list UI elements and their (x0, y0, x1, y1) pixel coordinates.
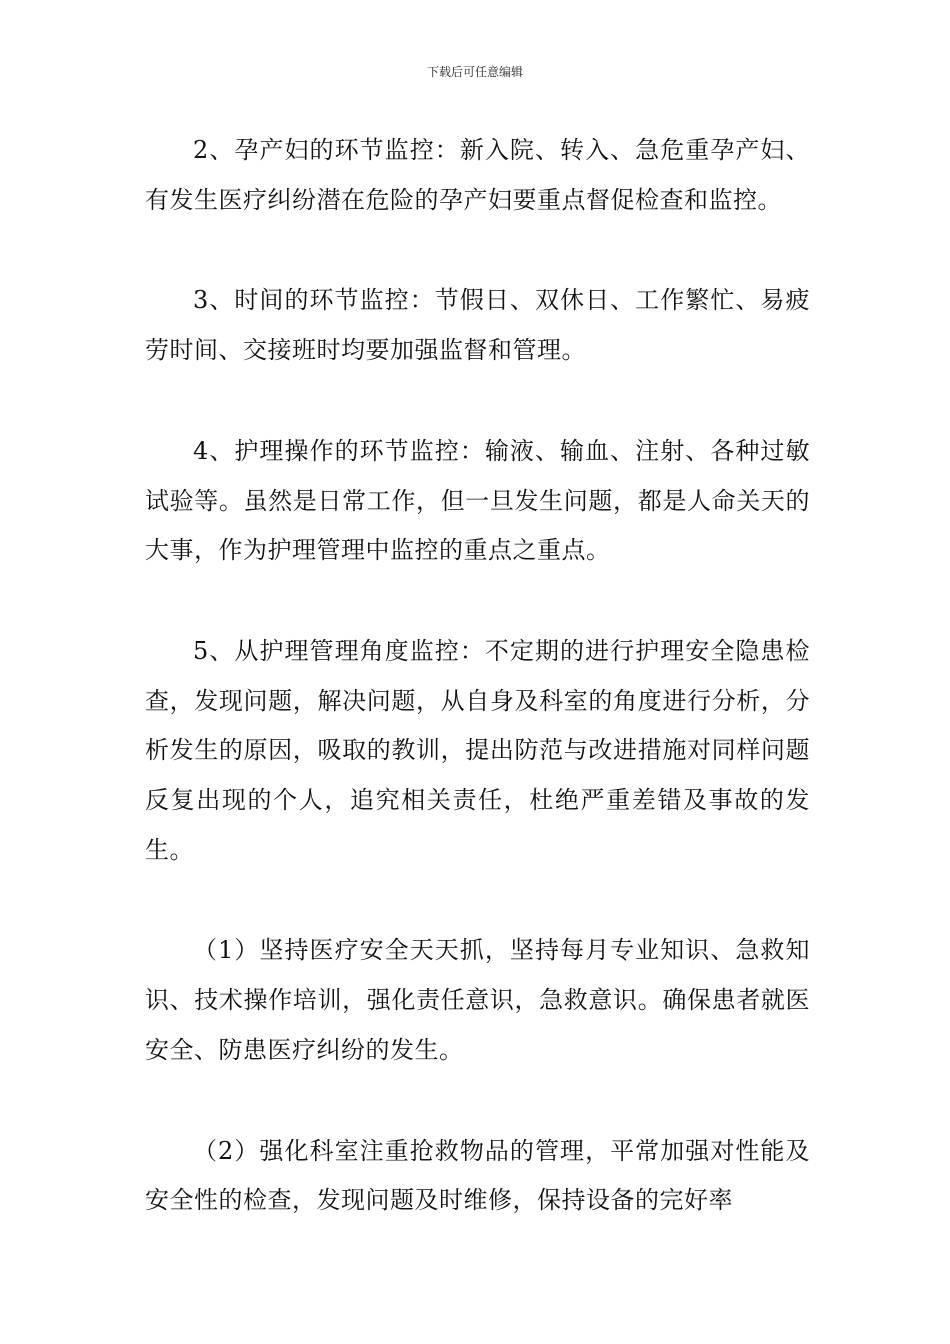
paragraph-rescue-equipment: （2）强化科室注重抢救物品的管理，平常加强对性能及安全性的检查，发现问题及时维修，保持设备的完好率 (145, 1136, 810, 1215)
page-header-note: 下载后可任意编辑 (426, 65, 523, 79)
document-body (145, 126, 810, 1226)
paragraph-operation-monitoring: 4、护理操作的环节监控：输液、输血、注射、各种过敏试验等。虽然是日常工作，但一旦发生问题，都是人命关天的大事，作为护理管理中监控的重点之重点。 (145, 436, 810, 565)
paragraph-gap (145, 1076, 810, 1127)
paragraph-gap (145, 576, 810, 627)
paragraph-time-monitoring: 3、时间的环节监控：节假日、双休日、工作繁忙、易疲劳时间、交接班时均要加强监督和管理。 (145, 286, 810, 365)
paragraph-maternal-monitoring: 2、孕产妇的环节监控：新入院、转入、急危重孕产妇、有发生医疗纠纷潜在危险的孕产妇要重点督促检查和监控。 (145, 136, 810, 214)
paragraph-gap (145, 225, 810, 276)
paragraph-management-monitoring: 5、从护理管理角度监控：不定期的进行护理安全隐患检查，发现问题，解决问题，从自身及科室的角度进行分析，分析发生的原因，吸取的教训，提出防范与改进措施对同样问题反复出现的个人，追究相关责任，杜绝严重差错及事故的发生。 (145, 636, 810, 864)
paragraph-gap (145, 376, 810, 427)
paragraph-gap (145, 875, 810, 926)
paragraph-safety-training: （1）坚持医疗安全天天抓，坚持每月专业知识、急救知识、技术操作培训，强化责任意识，急救意识。确保患者就医安全、防患医疗纠纷的发生。 (145, 936, 810, 1064)
